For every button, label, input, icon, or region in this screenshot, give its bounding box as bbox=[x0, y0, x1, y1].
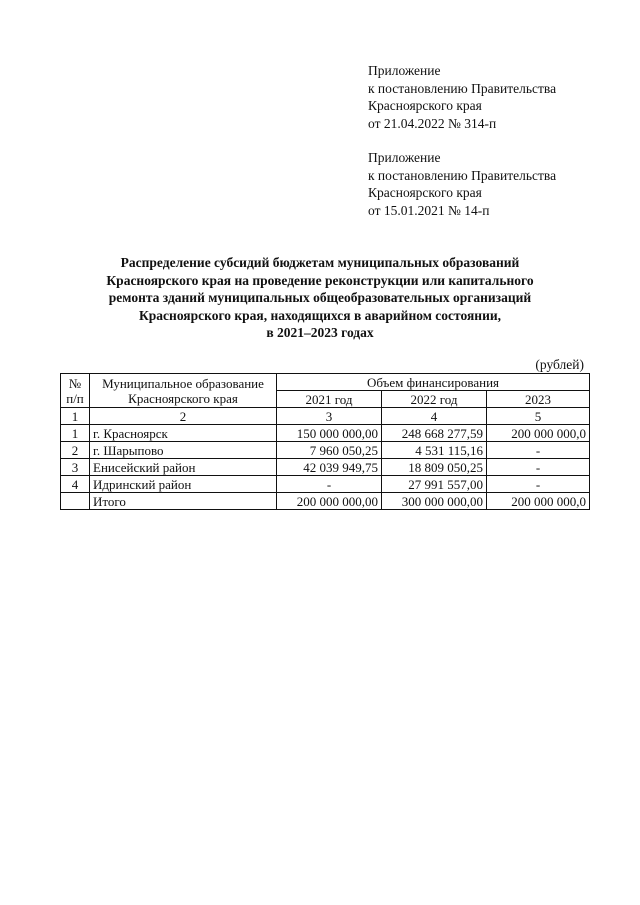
row-municipality: г. Шарыпово bbox=[90, 442, 277, 459]
column-number: 1 bbox=[61, 408, 90, 425]
row-amount-2022: 248 668 277,59 bbox=[382, 425, 487, 442]
row-amount-2021: 42 039 949,75 bbox=[277, 459, 382, 476]
row-amount-2023: 200 000 000,0 bbox=[487, 425, 590, 442]
column-number-row bbox=[61, 408, 590, 425]
total-number bbox=[61, 493, 90, 510]
unit-label: (рублей) bbox=[535, 357, 584, 372]
row-municipality: Идринский район bbox=[90, 476, 277, 493]
table-row bbox=[61, 442, 590, 459]
header-text: № bbox=[68, 375, 82, 391]
column-number: 5 bbox=[487, 408, 590, 425]
row-amount-2023: - bbox=[487, 442, 590, 459]
row-number: 1 bbox=[61, 425, 90, 442]
appendix-line: от 21.04.2022 № 314-п bbox=[368, 115, 497, 131]
appendix-note-current bbox=[368, 62, 556, 132]
header-cell-municipality bbox=[90, 374, 277, 408]
appendix-line: Красноярского края bbox=[368, 185, 482, 200]
row-municipality: Енисейский район bbox=[90, 459, 277, 476]
appendix-note-original bbox=[368, 149, 556, 219]
row-amount-2022: 27 991 557,00 bbox=[382, 476, 487, 493]
total-amount-2023: 200 000 000,0 bbox=[487, 493, 590, 510]
header-text: Муниципальное образование bbox=[102, 375, 264, 391]
total-row bbox=[61, 493, 590, 510]
document-title bbox=[40, 254, 600, 342]
subsidy-table bbox=[60, 373, 590, 510]
title-line: ремонта зданий муниципальных общеобразовательных организаций bbox=[108, 290, 532, 305]
column-number: 4 bbox=[382, 408, 487, 425]
appendix-line: от 15.01.2021 № 14-п bbox=[368, 202, 490, 218]
header-row bbox=[61, 374, 590, 391]
appendix-line: Красноярского края bbox=[368, 98, 482, 113]
appendix-line: к постановлению Правительства bbox=[368, 80, 557, 96]
total-amount-2022: 300 000 000,00 bbox=[382, 493, 487, 510]
total-label: Итого bbox=[90, 493, 277, 510]
row-amount-2021: 150 000 000,00 bbox=[277, 425, 382, 442]
row-amount-2022: 4 531 115,16 bbox=[382, 442, 487, 459]
row-amount-2021: 7 960 050,25 bbox=[277, 442, 382, 459]
row-number: 3 bbox=[61, 459, 90, 476]
row-amount-2022: 18 809 050,25 bbox=[382, 459, 487, 476]
header-cell-2023: 2023 bbox=[487, 391, 590, 408]
row-number: 4 bbox=[61, 476, 90, 493]
table-row bbox=[61, 476, 590, 493]
header-cell-number bbox=[61, 374, 90, 408]
appendix-line: Приложение bbox=[368, 63, 441, 78]
title-line: в 2021–2023 годах bbox=[266, 325, 374, 340]
table-row bbox=[61, 425, 590, 442]
row-amount-2021: - bbox=[277, 476, 382, 493]
title-line: Красноярского края, находящихся в аварийном состоянии, bbox=[139, 307, 501, 323]
appendix-line: к постановлению Правительства bbox=[368, 167, 557, 183]
header-text: п/п bbox=[66, 390, 84, 406]
title-line: Распределение субсидий бюджетам муниципальных образований bbox=[120, 255, 520, 270]
row-amount-2023: - bbox=[487, 476, 590, 493]
header-cell-2022: 2022 год bbox=[382, 391, 487, 408]
table-row bbox=[61, 459, 590, 476]
column-number: 2 bbox=[90, 408, 277, 425]
header-cell-financing: Объем финансирования bbox=[277, 374, 590, 391]
header-cell-2021: 2021 год bbox=[277, 391, 382, 408]
total-amount-2021: 200 000 000,00 bbox=[277, 493, 382, 510]
row-number: 2 bbox=[61, 442, 90, 459]
appendix-line: Приложение bbox=[368, 150, 441, 165]
title-line: Красноярского края на проведение реконструкции или капитального bbox=[106, 272, 534, 288]
row-amount-2023: - bbox=[487, 459, 590, 476]
column-number: 3 bbox=[277, 408, 382, 425]
row-municipality: г. Красноярск bbox=[90, 425, 277, 442]
header-text: Красноярского края bbox=[128, 390, 238, 406]
